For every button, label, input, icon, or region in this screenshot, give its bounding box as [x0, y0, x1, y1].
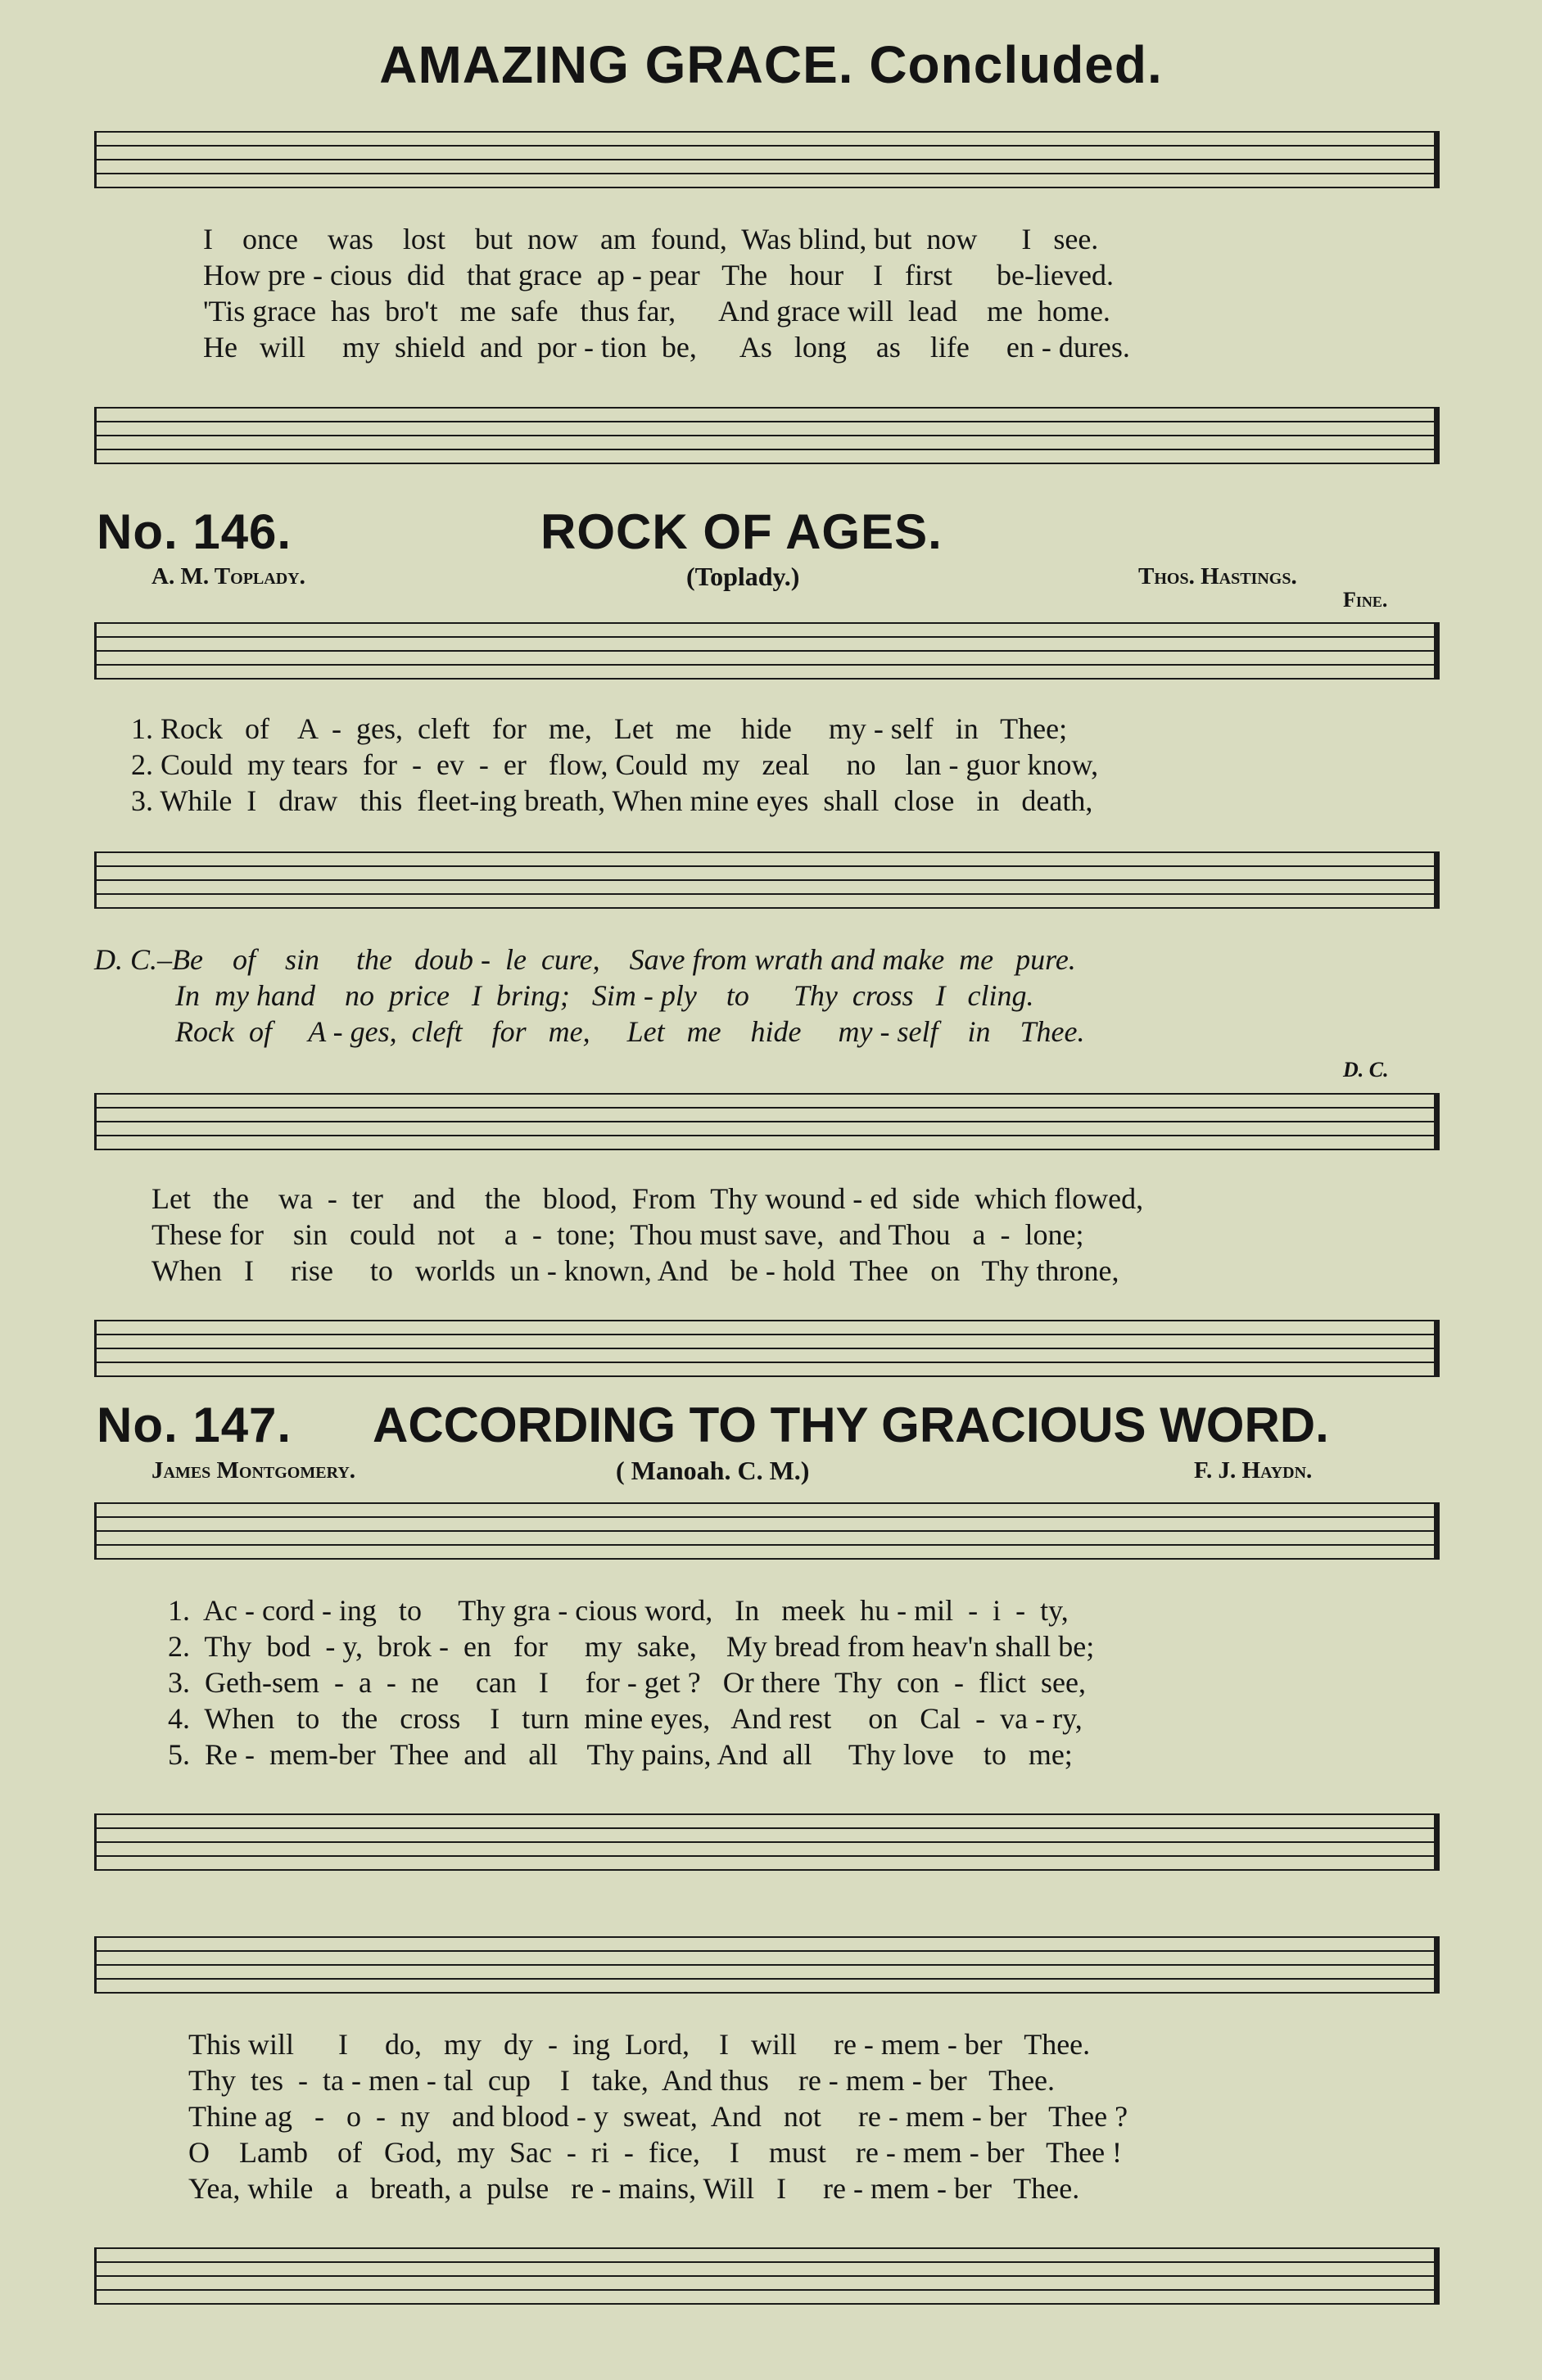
page-title: AMAZING GRACE. Concluded.: [379, 35, 1163, 94]
hymn-147-lyrics-a: [168, 1592, 1094, 1773]
staff-system-4-bass: [94, 1813, 1437, 1872]
hymn-147-number: No. 147.: [97, 1398, 292, 1452]
staff-system-2-treble: [94, 622, 1437, 681]
lyric-line: He will my shield and por - tion be, As long as life en - dures.: [203, 331, 1130, 364]
staff-system-1-bass: [94, 407, 1437, 466]
hymn-147-lyrics-b: [188, 2026, 1128, 2206]
lyric-line: Yea, while a breath, a pulse re - mains, Will I re - mem - ber Thee.: [188, 2172, 1080, 2205]
lyric-line: 3. Geth-sem - a - ne can I for - get ? Or there Thy con - flict see,: [168, 1666, 1086, 1699]
hymn-146-lyrics-b: [151, 1181, 1143, 1289]
staff-system-1-treble: [94, 131, 1437, 190]
lyric-line: 1. Ac - cord - ing to Thy gra - cious word, In meek hu - mil - i - ty,: [168, 1594, 1069, 1627]
lyric-line: 2. Could my tears for - ev - er flow, Could my zeal no lan - guor know,: [131, 748, 1099, 781]
hymn-146-composer: Thos. Hastings.: [1138, 563, 1297, 589]
lyric-line: 1. Rock of A - ges, cleft for me, Let me hide my - self in Thee;: [131, 712, 1068, 745]
lyric-line: I once was lost but now am found, Was blind, but now I see.: [203, 223, 1099, 255]
hymn-147-title: ACCORDING TO THY GRACIOUS WORD.: [373, 1398, 1329, 1452]
lyric-line: These for sin could not a - tone; Thou must save, and Thou a - lone;: [151, 1218, 1084, 1251]
hymn-146-dc-lyrics: [94, 942, 1084, 1050]
lyric-line: 4. When to the cross I turn mine eyes, And rest on Cal - va - ry,: [168, 1702, 1083, 1735]
hymn-146-number: No. 146.: [97, 504, 292, 559]
hymn-147-composer: F. J. Haydn.: [1194, 1457, 1313, 1484]
hymn-146-author: A. M. Toplady.: [151, 563, 305, 589]
hymn-146-tune: (Toplady.): [686, 562, 800, 591]
lyric-line: Let the wa - ter and the blood, From Thy wound - ed side which flowed,: [151, 1182, 1144, 1215]
fine-mark: Fine.: [1343, 588, 1388, 612]
staff-system-3-bass: [94, 1320, 1437, 1379]
lyric-line: D. C.–Be of sin the doub - le cure, Save from wrath and make me pure.: [94, 943, 1076, 976]
staff-system-4-treble: [94, 1502, 1437, 1561]
amazing-grace-lyrics: [203, 221, 1130, 365]
lyric-line: 'Tis grace has bro't me safe thus far, And grace will lead me home.: [203, 295, 1110, 327]
lyric-line: Thine ag - o - ny and blood - y sweat, And not re - mem - ber Thee ?: [188, 2100, 1128, 2133]
hymn-147-author: James Montgomery.: [151, 1457, 356, 1484]
staff-system-5-bass: [94, 2247, 1437, 2306]
lyric-line: 5. Re - mem-ber Thee and all Thy pains, And all Thy love to me;: [168, 1738, 1073, 1771]
lyric-line: This will I do, my dy - ing Lord, I will re - mem - ber Thee.: [188, 2028, 1091, 2061]
lyric-line: Rock of A - ges, cleft for me, Let me hide my - self in Thee.: [94, 1015, 1085, 1048]
hymn-147-tune: ( Manoah. C. M.): [616, 1456, 810, 1485]
lyric-line: 2. Thy bod - y, brok - en for my sake, My bread from heav'n shall be;: [168, 1630, 1095, 1663]
hymn-146-title: ROCK OF AGES.: [540, 504, 943, 559]
hymn-146-lyrics-a: [131, 711, 1098, 819]
lyric-line: O Lamb of God, my Sac - ri - fice, I must re - mem - ber Thee !: [188, 2136, 1123, 2169]
staff-system-5-treble: [94, 1936, 1437, 1995]
staff-system-2-bass: [94, 851, 1437, 910]
dc-mark: D. C.: [1343, 1058, 1389, 1082]
lyric-line: How pre - cious did that grace ap - pear The hour I first be-lieved.: [203, 259, 1114, 291]
lyric-line: 3. While I draw this fleet-ing breath, When mine eyes shall close in death,: [131, 784, 1093, 817]
lyric-line: In my hand no price I bring; Sim - ply to Thy cross I cling.: [94, 979, 1034, 1012]
staff-system-3-treble: [94, 1093, 1437, 1152]
lyric-line: When I rise to worlds un - known, And be - hold Thee on Thy throne,: [151, 1254, 1119, 1287]
lyric-line: Thy tes - ta - men - tal cup I take, And thus re - mem - ber Thee.: [188, 2064, 1056, 2097]
